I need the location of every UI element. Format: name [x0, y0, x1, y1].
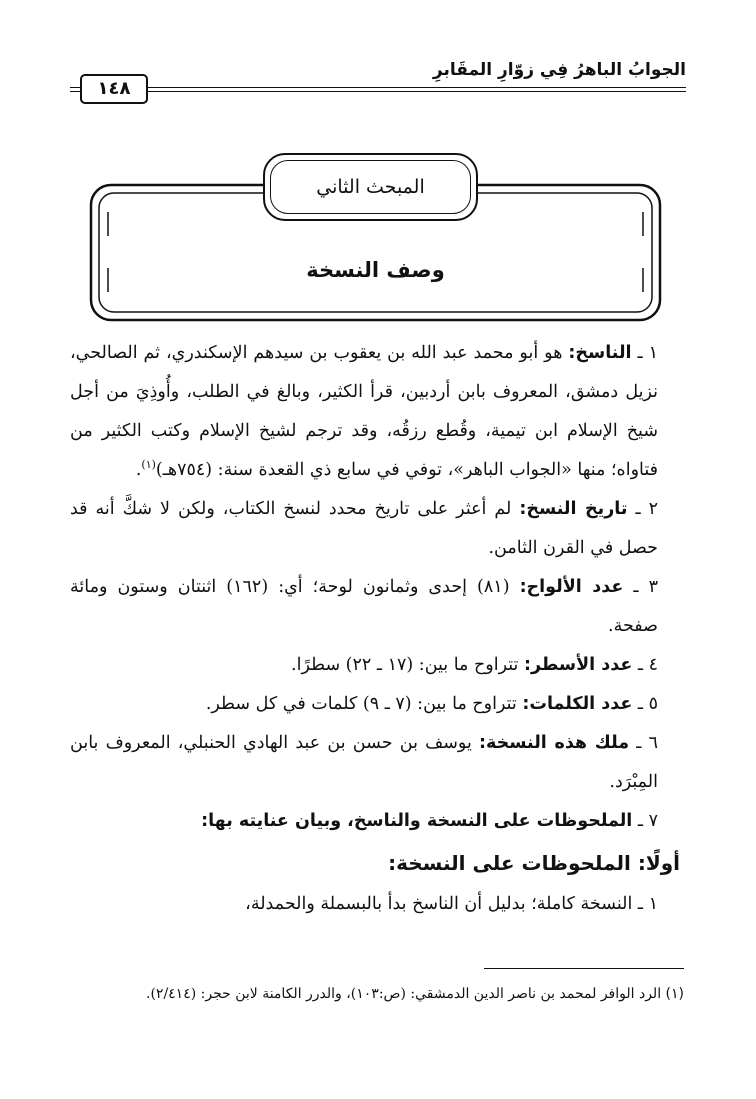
header-rule-upper: [70, 87, 686, 88]
main-text: [70, 334, 680, 924]
list-item: ٦ ـ ملك هذه النسخة: يوسف بن حسن بن عبد الهادي الحنبلي، المعروف بابن المِبْرَد.: [70, 733, 658, 792]
footnote-number: (١): [665, 986, 684, 1002]
section-title: وصف النسخة: [306, 258, 445, 282]
list-item: ٤ ـ عدد الأسطر: تتراوح ما بين: (١٧ ـ ٢٢) سطرًا.: [291, 655, 658, 675]
footnote-ref[interactable]: (١): [141, 458, 156, 472]
running-header: [70, 54, 686, 100]
page-number: ١٤٨: [80, 74, 148, 104]
list-item: ١ ـ الناسخ: هو أبو محمد عبد الله بن يعقوب بن سيدهم الإسكندري، ثم الصالحي، نزيل دمشق، المعروف بابن أردبين، قرأ الكثير، وبالغ في الطلب، وأُوذِيَ من أجل شيخ الإسلام ابن تيمية، وقُطع رزقُه، وقد ترجم لشيخ الإسلام وكتب الكثير من فتاواه؛ منها «الجواب الباهر»، توفي في سابع ذي القعدة سنة: (٧٥٤هـ)$^{(١)}$.: [70, 343, 658, 480]
list-item: ٣ ـ عدد الألواح: (٨١) إحدى وثمانون لوحة؛ أي: (١٦٢) اثنتان وستون ومائة صفحة.: [70, 577, 658, 636]
header-rule-lower: [70, 91, 686, 92]
section-label-tab: [263, 153, 478, 221]
list-item: ١ ـ النسخة كاملة؛ بدليل أن الناسخ بدأ بالبسملة والحمدلة،: [245, 894, 658, 914]
list-item: ٧ ـ الملحوظات على النسخة والناسخ، وبيان عنايته بها:: [201, 811, 658, 831]
list-item: ٢ ـ تاريخ النسخ: لم أعثر على تاريخ محدد لنسخ الكتاب، ولكن لا شكَّ أنه قد حصل في القرن الثامن.: [70, 499, 658, 558]
subheading: أولًا: الملحوظات على النسخة:: [388, 851, 680, 875]
section-title-frame: [88, 140, 663, 325]
book-title: الجوابُ الباهرُ فِي زوّارِ المقَابرِ: [432, 60, 686, 80]
section-label: المبحث الثاني: [270, 160, 471, 214]
footnote: [70, 980, 684, 1008]
list-item: ٥ ـ عدد الكلمات: تتراوح ما بين: (٧ ـ ٩) كلمات في كل سطر.: [205, 694, 658, 714]
footnote-text: الرد الوافر لمحمد بن ناصر الدين الدمشقي: (ص:١٠٣)، والدرر الكامنة لابن حجر: (٢/٤١٤).: [146, 986, 662, 1002]
footnote-separator: [484, 968, 684, 969]
